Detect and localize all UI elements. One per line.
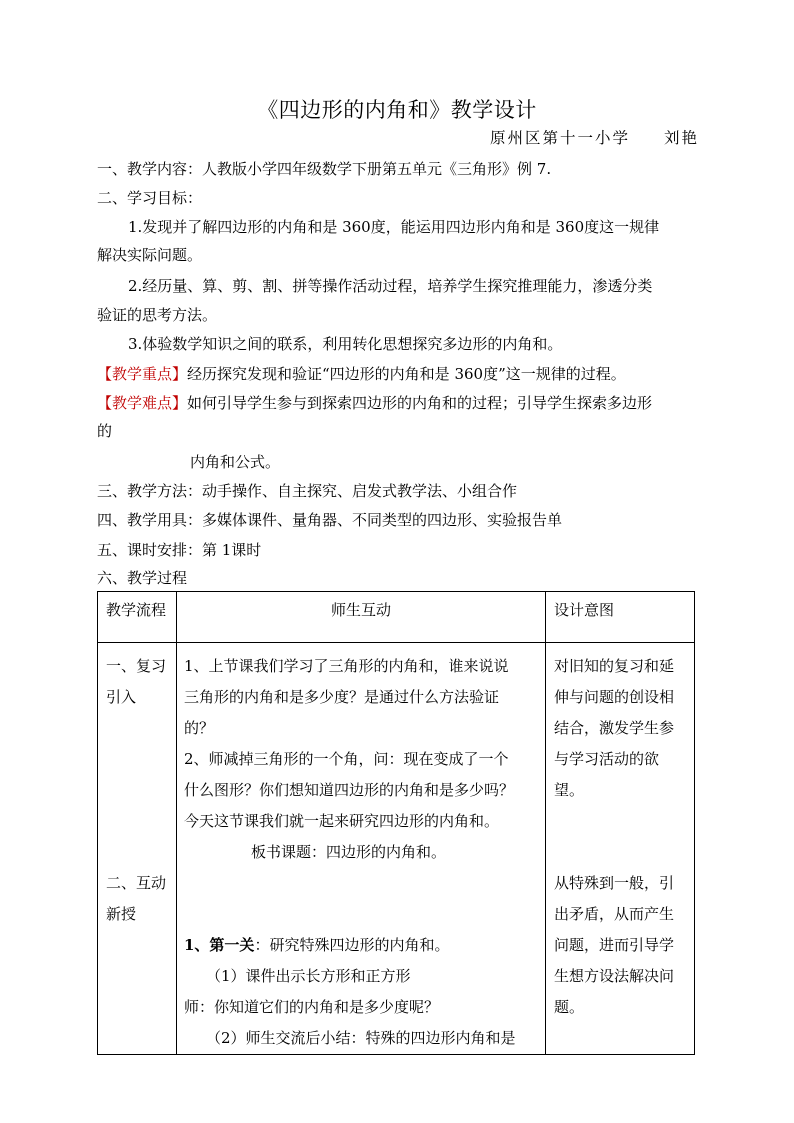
intent-line: 从特殊到一般，引 bbox=[554, 874, 675, 892]
interaction-line: 今天这节课我们就一起来研究四边形的内角和。 bbox=[184, 812, 500, 830]
goal-2-line-1: 2.经历量、算、剪、割、拼等操作活动过程，培养学生探究推理能力，渗透分类 bbox=[128, 277, 653, 295]
header-cell bbox=[177, 592, 546, 643]
intent-line: 望。 bbox=[554, 781, 585, 799]
header-stage: 教学流程 bbox=[106, 601, 167, 619]
header-cell bbox=[546, 592, 695, 643]
stage-2-a: 二、互动 bbox=[106, 874, 167, 892]
interaction-line: 什么图形？你们想知道四边形的内角和是多少吗？ bbox=[184, 781, 515, 799]
interaction-text bbox=[177, 643, 545, 1054]
stage-1-a: 一、复习 bbox=[106, 657, 167, 675]
interaction-cell bbox=[177, 643, 546, 1055]
intent-text bbox=[546, 643, 694, 1023]
interaction-line: 2、师减掉三角形的一个角，问：现在变成了一个 bbox=[184, 750, 509, 768]
interaction-line: 的？ bbox=[184, 719, 215, 737]
stage-text bbox=[98, 643, 176, 930]
goal-2-line-2: 验证的思考方法。 bbox=[97, 306, 218, 324]
key-point-tag: 【教学重点】 bbox=[97, 365, 188, 383]
school-name: 原州区第十一小学 bbox=[490, 129, 631, 147]
process-table bbox=[97, 591, 695, 1055]
interaction-line: 三角形的内角和是多少度？是通过什么方法验证 bbox=[184, 688, 500, 706]
intent-line: 出矛盾，从而产生 bbox=[554, 905, 675, 923]
difficulty-text-c: 内角和公式。 bbox=[190, 453, 281, 471]
teaching-content: 一、教学内容：人教版小学四年级数学下册第五单元《三角形》例 7. bbox=[97, 160, 552, 178]
intent-line: 问题，进而引导学 bbox=[554, 936, 675, 954]
header-intent: 设计意图 bbox=[554, 601, 615, 619]
stage-2-b: 新授 bbox=[106, 905, 137, 923]
goals-heading: 二、学习目标： bbox=[97, 189, 203, 207]
header-cell bbox=[98, 592, 177, 643]
intent-line: 对旧知的复习和延 bbox=[554, 657, 675, 675]
schedule: 五、课时安排：第 1课时 bbox=[97, 541, 262, 559]
goal-1-line-1: 1.发现并了解四边形的内角和是 360度，能运用四边形内角和是 360度这一规律 bbox=[128, 218, 660, 236]
intent-line: 题。 bbox=[554, 998, 585, 1016]
key-point bbox=[97, 363, 626, 384]
intent-line: 伸与问题的创设相 bbox=[554, 688, 675, 706]
difficulty-tag: 【教学难点】 bbox=[97, 394, 188, 412]
goal-1-line-2: 解决实际问题。 bbox=[97, 246, 203, 264]
goal-3: 3.体验数学知识之间的联系，利用转化思想探究多边形的内角和。 bbox=[128, 335, 563, 353]
key-point-text: 经历探究发现和验证“四边形的内角和是 360度”这一规律的过程。 bbox=[187, 365, 626, 383]
stage-cell bbox=[98, 643, 177, 1055]
table-row bbox=[98, 643, 695, 1055]
difficulty-text: 如何引导学生参与到探索四边形的内角和的过程；引导学生探索多边形 bbox=[187, 394, 653, 412]
process-heading: 六、教学过程 bbox=[97, 569, 188, 587]
difficulty bbox=[97, 392, 652, 413]
intent-line: 生想方设法解决问 bbox=[554, 967, 675, 985]
teaching-methods: 三、教学方法：动手操作、自主探究、启发式教学法、小组合作 bbox=[97, 482, 518, 500]
intent-line: 结合，激发学生参 bbox=[554, 719, 675, 737]
level-1-label: 1、第一关 bbox=[184, 936, 255, 954]
difficulty-text-b: 的 bbox=[97, 422, 113, 440]
author-name: 刘艳 bbox=[664, 129, 700, 147]
interaction-line: 师：你知道它们的内角和是多少度呢？ bbox=[184, 998, 440, 1016]
table-header-row bbox=[98, 592, 695, 643]
level-1-text: ：研究特殊四边形的内角和。 bbox=[254, 936, 450, 954]
interaction-line: （1）课件出示长方形和正方形 bbox=[206, 967, 411, 985]
board-title-line: 板书课题：四边形的内角和。 bbox=[251, 843, 447, 861]
teaching-tools: 四、教学用具：多媒体课件、量角器、不同类型的四边形、实验报告单 bbox=[97, 511, 563, 529]
stage-1-b: 引入 bbox=[106, 688, 137, 706]
interaction-line: （2）师生交流后小结：特殊的四边形内角和是 bbox=[206, 1029, 516, 1047]
page-title: 《四边形的内角和》教学设计 bbox=[257, 98, 537, 122]
level-1-line bbox=[184, 930, 539, 961]
interaction-line: 1、上节课我们学习了三角形的内角和，谁来说说 bbox=[184, 657, 509, 675]
intent-cell bbox=[546, 643, 695, 1055]
intent-line: 与学习活动的欲 bbox=[554, 750, 660, 768]
header-interaction: 师生互动 bbox=[330, 601, 391, 619]
